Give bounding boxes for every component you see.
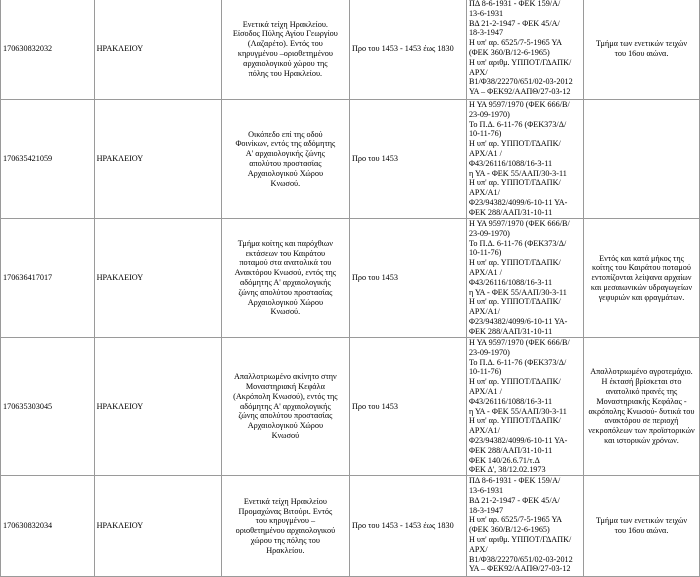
description-cell	[221, 338, 349, 476]
description-line: Κνωσού	[271, 431, 300, 441]
legal-references-line: ΦΕΚ 288/ΑΑΠ/31-10-11	[468, 445, 553, 455]
notes-line: του 16ου αιώνα.	[614, 49, 669, 58]
notes-line: και ιστορικών χρόνων.	[604, 435, 679, 445]
legal-references-cell	[466, 338, 583, 476]
legal-references-line: Φ43/26116/1088/16-3-11	[468, 396, 553, 406]
legal-references-line: 10-11-76)	[468, 367, 502, 377]
legal-references-cell	[466, 0, 583, 100]
table-row	[1, 0, 700, 100]
description-line: Μοναστηριακή Κεφάλα	[245, 382, 325, 392]
notes-line: Η έκτασή βρίσκεται στο	[601, 377, 682, 387]
description-line: απολύτου προστασίας	[249, 159, 322, 168]
description-line: Κνωσού.	[270, 178, 301, 188]
notes-line: γεφυριών και φραγμάτων.	[598, 292, 685, 302]
description-line: Προμαχώνας Βιτούρι. Εντός	[238, 506, 333, 516]
notes-cell	[583, 100, 699, 219]
description-line: Κνωσού.	[270, 307, 301, 317]
notes-line: κοίτης του Καιράτου ποταμού	[592, 263, 691, 273]
legal-references-line: 13-6-1931	[468, 8, 504, 18]
description-line: Φοινίκων, εντός της αδόμητης	[235, 139, 336, 149]
description-cell	[221, 100, 349, 219]
legal-references-line: ΥΑ – ΦΕΚ92/ΑΑΠΘ/27-03-12	[468, 564, 571, 574]
legal-references-line: Η υπ' αρ. ΥΠΠΟΤ/ΓΔΑΠΚ/	[468, 139, 561, 149]
notes-line: του 16ου αιώνα.	[614, 526, 669, 536]
description-line: Οικόπεδο επί της οδού	[248, 129, 323, 139]
description-line: αρχαιολογικού χώρου της	[243, 58, 328, 68]
notes-line: ανατολικό πρανές της	[605, 386, 678, 396]
table-row	[1, 476, 700, 577]
notes-line: Απαλλοτριωμένο αγροτεμάχιο.	[590, 367, 693, 377]
legal-references-line: ΑΡΧ/Α1/	[468, 307, 500, 317]
monuments-table-body	[1, 0, 700, 577]
site-code-cell: 170635303045	[1, 338, 95, 476]
legal-references-line: Η υπ' αρ. ΥΠΠΟΤ/ΓΔΑΠΚ/	[468, 297, 561, 307]
legal-references-cell	[466, 219, 583, 338]
legal-references-line: Η υπ' αρ. ΥΠΠΟΤ/ΓΔΑΠΚ/	[468, 258, 561, 268]
legal-references-line: 23-09-1970)	[468, 228, 510, 238]
legal-references-line: 23-09-1970)	[468, 347, 510, 357]
legal-references-line: (ΦΕΚ 360/Β/12-6-1965)	[468, 47, 550, 57]
notes-cell	[583, 219, 699, 338]
legal-references-line: Η υπ' αρ. ΥΠΠΟΤ/ΓΔΑΠΚ/	[468, 416, 561, 426]
description-line: ζώνης απολύτου προστασίας	[238, 411, 333, 421]
description-line: Ανακτόρου Κνωσού, εντός της	[234, 268, 337, 278]
site-code-cell: 170630832032	[1, 0, 95, 100]
description-line: του κηρυγμένου –	[255, 516, 316, 526]
legal-references-line: η ΥΑ - ΦΕΚ 55/ΑΑΠ/30-3-11	[468, 406, 567, 416]
legal-references-line: ΦΕΚ 140/26.6.71/τ.Δ	[468, 455, 540, 465]
legal-references-line: Το Π.Δ. 6-11-76 (ΦΕΚ373/Δ/	[468, 119, 567, 129]
description-line: Τμήμα κοίτης και παρόχθιων	[237, 238, 333, 248]
region-cell: ΗΡΑΚΛΕΙΟΥ	[94, 338, 221, 476]
description-cell	[221, 0, 349, 100]
notes-line: νεκροπόλεων των προϊστορικών	[588, 426, 695, 436]
legal-references-line: ΑΡΧ/	[468, 67, 488, 77]
period-cell: Προ του 1453	[349, 219, 466, 338]
legal-references-line: ΥΑ – ΦΕΚ92/ΑΑΠΘ/27-03-12	[468, 87, 571, 97]
legal-references-line: η ΥΑ - ΦΕΚ 55/ΑΑΠ/30-3-11	[468, 287, 567, 297]
notes-line: Μοναστηριακής Κεφάλας -	[596, 396, 687, 406]
description-line: ζώνης απολύτου προστασίας	[238, 287, 333, 297]
description-line: αδόμητης Α' αρχαιολογικής	[240, 401, 331, 411]
legal-references-line: ΠΔ 8-6-1931 - ΦΕΚ 159/Α/	[468, 0, 561, 8]
period-cell: Προ του 1453	[349, 100, 466, 219]
legal-references-line: ΑΡΧ/Α1 /	[468, 148, 502, 158]
description-line: (Λαζαρέτο). Εντός του	[247, 39, 323, 49]
description-line: (Ακρόπολη Κνωσού), εντός της	[233, 391, 338, 401]
description-line: αδόμητης Α' αρχαιολογικής	[240, 278, 331, 287]
description-line: Ενετικά τείχη Ηρακλείου	[243, 496, 327, 506]
notes-cell	[583, 476, 699, 577]
description-line: εκτάσεων του Καιράτου	[245, 248, 326, 258]
legal-references-line: ΦΕΚ 288/ΑΑΠ/31-10-11	[468, 207, 553, 217]
legal-references-line: ΒΔ 21-2-1947 - ΦΕΚ 45/Α/	[468, 18, 560, 28]
legal-references-line: ΑΡΧ/Α1/	[468, 426, 500, 436]
description-line: Ενετικά τείχη Ηρακλείου.	[242, 19, 328, 29]
legal-references-line: Φ23/94382/4099/6-10-11 ΥΑ-	[468, 197, 568, 207]
period-cell: Προ του 1453 - 1453 έως 1830	[349, 476, 466, 577]
region-cell: ΗΡΑΚΛΕΙΟΥ	[94, 219, 221, 338]
legal-references-line: 10-11-76)	[468, 129, 502, 139]
description-line: Ηρακλείου.	[266, 545, 305, 555]
notes-line: και μεσαιωνικών υδραγωγείων	[590, 282, 693, 292]
description-line: οριοθετημένου αρχαιολογικού	[235, 526, 336, 536]
description-line: χώρου της πόλης του	[250, 535, 320, 545]
description-line: Α' αρχαιολογικής ζώνης	[245, 149, 325, 159]
legal-references-line: 18-3-1947	[468, 505, 504, 515]
notes-line: Τμήμα των ενετικών τειχών	[595, 39, 688, 49]
legal-references-line: Β1/Φ38/22270/651/02-03-2012	[468, 554, 573, 564]
region-cell: ΗΡΑΚΛΕΙΟΥ	[94, 100, 221, 219]
region-cell: ΗΡΑΚΛΕΙΟΥ	[94, 476, 221, 577]
legal-references-line: ΒΔ 21-2-1947 - ΦΕΚ 45/Α/	[468, 495, 560, 505]
period-cell: Προ του 1453 - 1453 έως 1830	[349, 0, 466, 100]
description-line: Αρχαιολογικού Χώρου	[247, 421, 324, 431]
legal-references-line: ΑΡΧ/Α1/	[468, 188, 500, 198]
notes-cell	[583, 0, 699, 100]
site-code-cell: 170636417017	[1, 219, 95, 338]
legal-references-line: Φ43/26116/1088/16-3-11	[468, 158, 553, 168]
legal-references-line: Η υπ' αριθμ. ΥΠΠΟΤ/ΓΔΑΠΚ/	[468, 57, 572, 67]
legal-references-cell	[466, 476, 583, 577]
notes-cell	[583, 338, 699, 476]
legal-references-line: 13-6-1931	[468, 485, 504, 495]
legal-references-line: 23-09-1970)	[468, 109, 510, 119]
description-line: ποταμού στα ανατολικά του	[239, 258, 332, 268]
notes-line: Εντός και κατά μήκος της	[599, 253, 684, 263]
description-line: κηρυγμένου –οριοθετημένου	[237, 49, 333, 58]
site-code-cell: 170635421059	[1, 100, 95, 219]
legal-references-line: Η υπ' αρ. 6525/7-5-1965 ΥΑ	[468, 515, 562, 525]
legal-references-line: ΑΡΧ/Α1 /	[468, 267, 502, 277]
table-row	[1, 219, 700, 338]
legal-references-line: ΦΕΚ 288/ΑΑΠ/31-10-11	[468, 326, 553, 336]
description-cell	[221, 219, 349, 338]
legal-references-line: Φ43/26116/1088/16-3-11	[468, 277, 553, 287]
legal-references-line: η ΥΑ - ΦΕΚ 55/ΑΑΠ/30-3-11	[468, 168, 567, 178]
legal-references-line: ΦΕΚ Δ', 38/12.02.1973	[468, 465, 546, 475]
legal-references-line: Η ΥΑ 9597/1970 (ΦΕΚ 666/Β/	[468, 338, 570, 347]
description-line: Είσοδος Πύλης Αγίου Γεωργίου	[232, 29, 338, 39]
description-line: Αρχαιολογικού Χώρου	[247, 297, 324, 307]
legal-references-line: Φ23/94382/4099/6-10-11 ΥΑ-	[468, 435, 568, 445]
table-row	[1, 338, 700, 476]
legal-references-line: Β1/Φ38/22270/651/02-03-2012	[468, 77, 573, 87]
legal-references-line: Το Π.Δ. 6-11-76 (ΦΕΚ373/Δ/	[468, 357, 567, 367]
legal-references-line: Η υπ' αρ. ΥΠΠΟΤ/ΓΔΑΠΚ/	[468, 178, 561, 188]
legal-references-cell	[466, 100, 583, 219]
legal-references-line: Η ΥΑ 9597/1970 (ΦΕΚ 666/Β/	[468, 219, 570, 228]
description-line: πόλης του Ηρακλείου.	[248, 68, 323, 78]
notes-line: εντοπίζονται λείψανα αρχαίων	[591, 273, 692, 283]
legal-references-line: 18-3-1947	[468, 28, 504, 38]
legal-references-line: 10-11-76)	[468, 248, 502, 258]
site-code-cell: 170630832034	[1, 476, 95, 577]
table-row	[1, 100, 700, 219]
period-cell: Προ του 1453	[349, 338, 466, 476]
legal-references-line: ΑΡΧ/Α1 /	[468, 386, 502, 396]
region-cell: ΗΡΑΚΛΕΙΟΥ	[94, 0, 221, 100]
legal-references-line: Το Π.Δ. 6-11-76 (ΦΕΚ373/Δ/	[468, 238, 567, 248]
legal-references-line: Φ23/94382/4099/6-10-11 ΥΑ-	[468, 316, 568, 326]
legal-references-line: Η υπ' αρ. ΥΠΠΟΤ/ΓΔΑΠΚ/	[468, 377, 561, 387]
notes-line: ανακτόρου σε περιοχή	[604, 416, 679, 426]
description-line: Αρχαιολογικού Χώρου	[247, 168, 324, 178]
legal-references-line: Η υπ' αρ. 6525/7-5-1965 ΥΑ	[468, 38, 562, 48]
legal-references-line: ΠΔ 8-6-1931 - ΦΕΚ 159/Α/	[468, 476, 561, 486]
legal-references-line: Η υπ' αριθμ. ΥΠΠΟΤ/ΓΔΑΠΚ/	[468, 534, 572, 544]
notes-line: ακρόπολης Κνωσού- δυτικά του	[588, 406, 695, 416]
description-cell	[221, 476, 349, 577]
legal-references-line: Η ΥΑ 9597/1970 (ΦΕΚ 666/Β/	[468, 100, 570, 109]
notes-line: Τμήμα των ενετικών τειχών	[595, 516, 688, 526]
legal-references-line: (ΦΕΚ 360/Β/12-6-1965)	[468, 525, 550, 535]
description-line: Απαλλοτριωμένο ακίνητο στην	[233, 372, 337, 382]
legal-references-line: ΑΡΧ/	[468, 544, 488, 554]
